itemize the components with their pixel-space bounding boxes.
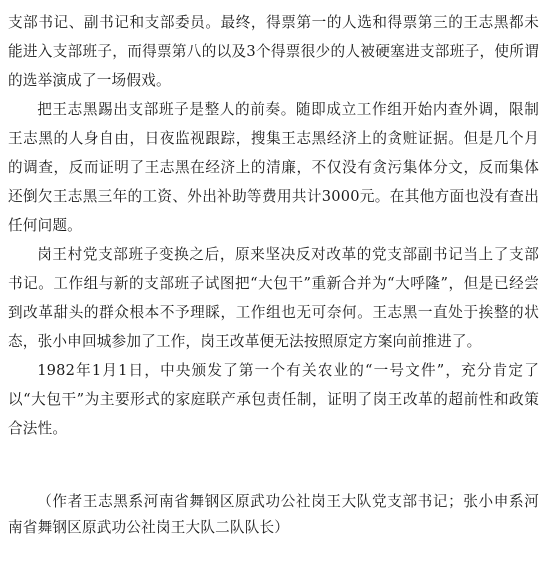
paragraph-investigation: 把王志黑踢出支部班子是整人的前奏。随即成立工作组开始内查外调，限制王志黑的人身自由，日夜监视跟踪，搜集王志黑经济上的贪赃证据。但是几个月的调查，反而证明了王志黑在经济上的清廉，不仅没有贪污集体分文，反而集体还倒欠王志黑三年的工资、外出补助等费用共计3000元。在其他方面也没有查出任何问题。 — [8, 101, 539, 234]
paragraph-branch-change: 岗王村党支部班子变换之后，原来坚决反对改革的党支部副书记当上了支部书记。工作组与新的支部班子试图把“大包干”重新合并为“大呼隆”，但是已经尝到改革甜头的群众根本不予理睬，工作组也无可奈何。王志黑一直处于挨整的状态，张小申回城参加了工作，岗王改革便无法按照原定方案向前推进了。 — [8, 246, 539, 350]
author-note: （作者王志黑系河南省舞钢区原武功公社岗王大队党支部书记；张小申系河南省舞钢区原武功公社岗王大队二队队长） — [8, 493, 539, 536]
paragraph-continuation: 支部书记、副书记和支部委员。最终，得票第一的人选和得票第三的王志黑都未能进入支部班子，而得票第八的以及3个得票很少的人被硬塞进支部班子，使所谓的选举演成了一场假戏。 — [8, 14, 539, 89]
paragraph-document-no1: 1982年1月1日，中央颁发了第一个有关农业的“一号文件”，充分肯定了以“大包干”为主要形式的家庭联产承包责任制，证明了岗王改革的超前性和政策合法性。 — [8, 362, 539, 437]
